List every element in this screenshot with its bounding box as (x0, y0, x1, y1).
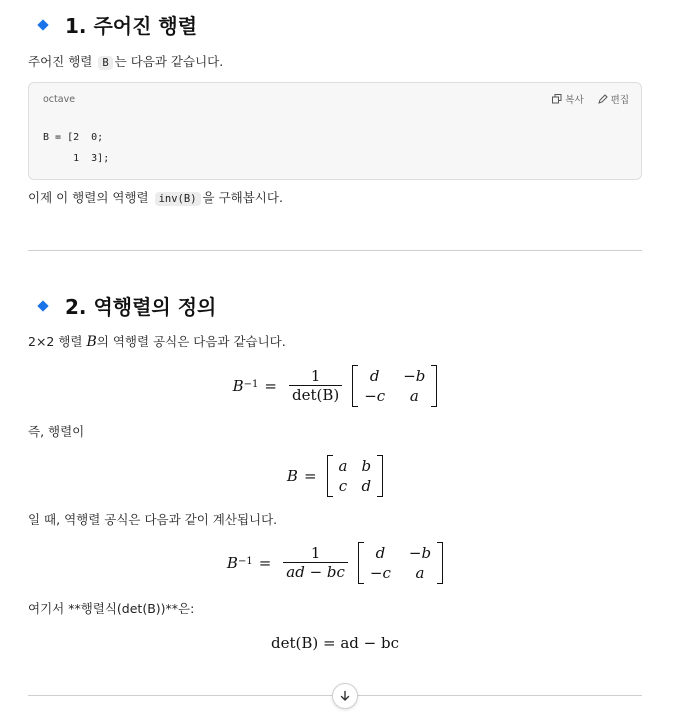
intro-text: 주어진 행렬 (28, 54, 93, 69)
section-1-heading (36, 10, 197, 39)
intro-text-after: 는 다음과 같습니다. (114, 54, 224, 69)
math-var-b: B (86, 334, 97, 350)
section-2-line4: 여기서 **행렬식(det(B))**은: (28, 601, 195, 616)
code-content: B = [2 0; 1 3]; (43, 132, 110, 164)
scroll-down-button[interactable] (332, 683, 358, 709)
determinant-expression: det(B) = ad − bc (271, 634, 399, 652)
matrix-cell: −b (403, 367, 426, 385)
matrix (352, 365, 437, 407)
formula-lhs: B (232, 377, 244, 395)
fraction-denominator: ad − bc (283, 562, 348, 581)
formula-sup: −1 (237, 555, 253, 567)
line1-text-after: 의 역행렬 공식은 다음과 같습니다. (96, 334, 286, 349)
fraction (283, 545, 348, 581)
matrix (358, 542, 443, 584)
fraction (289, 368, 342, 404)
inverse-formula-expanded (28, 542, 642, 584)
edit-button[interactable] (598, 92, 629, 106)
copy-label: 복사 (565, 95, 584, 106)
edit-label: 편집 (610, 95, 629, 106)
formula-eq: = (264, 377, 277, 395)
diamond-bullet-icon (37, 300, 48, 311)
right-bracket (377, 455, 383, 497)
section-2-heading (36, 291, 216, 320)
fraction-numerator: 1 (310, 544, 321, 562)
section-1-intro (28, 53, 223, 72)
outro-text: 이제 이 행렬의 역행렬 (28, 190, 149, 205)
section-2-line3: 일 때, 역행렬 공식은 다음과 같이 계산됩니다. (28, 512, 278, 527)
determinant-formula (28, 634, 642, 652)
fraction-denominator: det(B) (289, 385, 342, 404)
right-bracket (431, 365, 437, 407)
matrix-cell: b (361, 457, 372, 475)
section-1-outro (28, 189, 283, 208)
matrix-cell: d (361, 477, 372, 495)
matrix-cell: d (375, 544, 386, 562)
matrix-cell: c (338, 477, 348, 495)
fraction-numerator: 1 (310, 367, 321, 385)
copy-button[interactable] (552, 92, 583, 106)
matrix-cell: −b (408, 544, 432, 562)
inline-code-b: B (98, 56, 112, 70)
section-2-line2: 즉, 행렬이 (28, 424, 85, 439)
matrix-cell: a (409, 387, 419, 405)
outro-text-after: 을 구해봅시다. (202, 190, 283, 205)
section-2-line1 (28, 333, 286, 351)
code-language-label: octave (43, 94, 76, 105)
section-divider (28, 250, 642, 251)
formula-eq: = (303, 467, 317, 485)
formula-lhs: B (226, 554, 238, 572)
matrix-cell: d (369, 367, 380, 385)
matrix-cell: a (415, 564, 425, 582)
matrix-cell: −c (364, 387, 386, 405)
copy-icon (552, 94, 562, 104)
section-1-title: 1. 주어진 행렬 (65, 14, 198, 38)
matrix (327, 455, 384, 497)
formula-eq: = (258, 554, 272, 572)
right-bracket (437, 542, 443, 584)
formula-lhs: B (286, 467, 298, 485)
matrix-definition-formula (28, 455, 642, 497)
matrix-cell: a (338, 457, 348, 475)
inverse-formula-det (28, 365, 642, 407)
arrow-down-icon (339, 690, 351, 702)
matrix-cell: −c (369, 564, 391, 582)
diamond-bullet-icon (37, 19, 48, 30)
inline-code-inv: inv(B) (155, 192, 201, 206)
edit-pencil-icon (598, 94, 608, 104)
section-2-title: 2. 역행렬의 정의 (65, 295, 217, 319)
code-actions (552, 92, 629, 106)
line1-text: 2×2 행렬 (28, 334, 83, 349)
formula-sup: −1 (243, 378, 259, 390)
code-block (28, 82, 642, 180)
